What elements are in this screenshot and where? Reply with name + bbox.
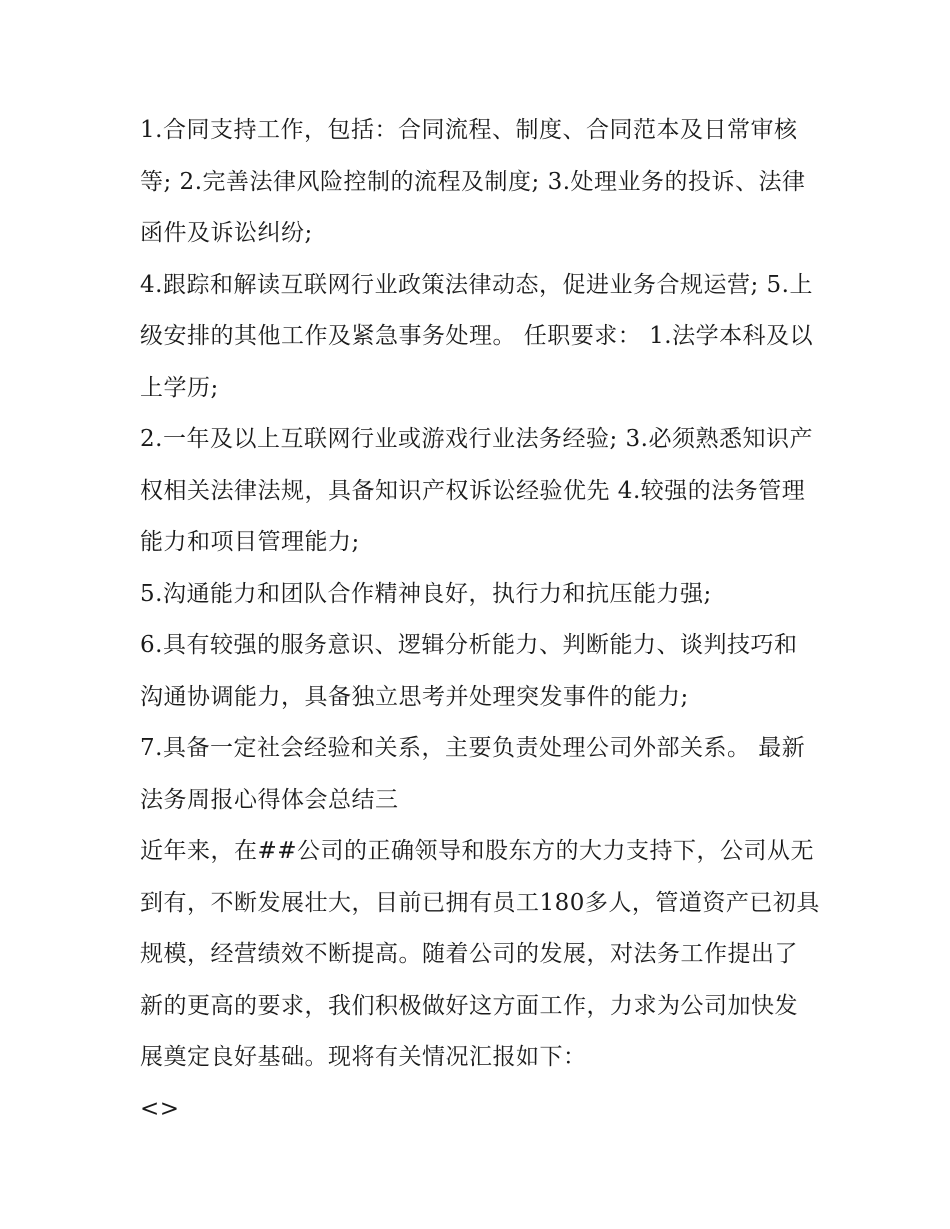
paragraph-summary-intro: 近年来，在##公司的正确领导和股东方的大力支持下，公司从无到有，不断发展壮大，目前已拥有员工180多人，管道资产已初具规模，经营绩效不断提高。随着公司的发展，对法务工作提出了新的更高的要求，我们积极做好这方面工作，力求为公司加快发展奠定良好基础。现将有关情况汇报如下：: [140, 838, 820, 1070]
paragraph-placeholder: <>: [140, 1095, 180, 1122]
paragraph-requirement-6: 6.具有较强的服务意识、逻辑分析能力、判断能力、谈判技巧和沟通协调能力，具备独立思考并处理突发事件的能力;: [140, 632, 798, 710]
paragraph-duties-1-3: 1.合同支持工作，包括：合同流程、制度、合同范本及日常审核等; 2.完善法律风险控制的流程及制度; 3.处理业务的投诉、法律函件及诉讼纠纷;: [140, 117, 806, 246]
paragraph-requirement-7: 7.具备一定社会经验和关系，主要负责处理公司外部关系。 最新法务周报心得体会总结三: [140, 735, 806, 813]
paragraph-requirement-5: 5.沟通能力和团队合作精神良好，执行力和抗压能力强;: [140, 580, 712, 607]
paragraph-requirements-2-4: 2.一年及以上互联网行业或游戏行业法务经验; 3.必须熟悉知识产权相关法律法规，具备知识产权诉讼经验优先 4.较强的法务管理能力和项目管理能力;: [140, 426, 813, 555]
document-body: [140, 105, 820, 1135]
paragraph-duties-4-5: 4.跟踪和解读互联网行业政策法律动态，促进业务合规运营; 5.上级安排的其他工作及紧急事务处理。 任职要求： 1.法学本科及以上学历;: [140, 271, 814, 401]
